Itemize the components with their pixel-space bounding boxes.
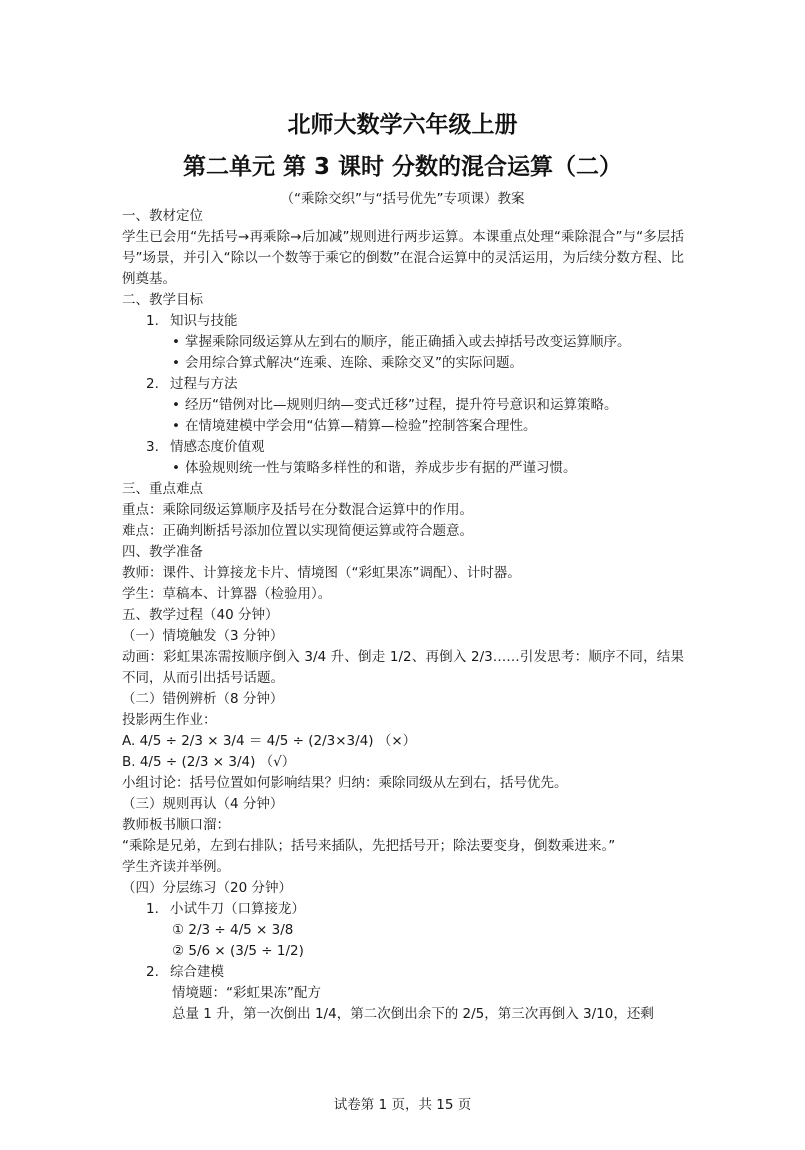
phase-text: 学生齐读并举例。 — [122, 859, 230, 875]
difficult-point-text: 难点：正确判断括号添加位置以实现简便运算或符合题意。 — [122, 523, 473, 539]
phase-text: 投影两生作业： — [122, 712, 217, 728]
lesson-title: 第二单元 第 3 课时 分数的混合运算（二） — [182, 154, 623, 180]
phase-heading: （一）情境触发（3 分钟） — [122, 628, 284, 644]
exercise-text: 总量 1 升，第一次倒出 1/4，第二次倒出余下的 2/5，第三次再倒入 3/10，还剩 — [172, 1006, 654, 1022]
goal-number: 3. — [146, 439, 159, 455]
example-a: A. 4/5 ÷ 2/3 × 3/4 ＝ 4/5 ÷ (2/3×3/4) （×） — [122, 733, 417, 749]
discussion-text: 小组讨论：括号位置如何影响结果？归纳：乘除同级从左到右，括号优先。 — [122, 775, 568, 791]
exercise-number: 1. — [146, 901, 159, 917]
goal-bullet: • 掌握乘除同级运算从左到右的顺序，能正确插入或去掉括号改变运算顺序。 — [122, 332, 684, 353]
section-heading: 三、重点难点 — [122, 481, 203, 497]
exercise-number: 2. — [146, 964, 159, 980]
phase-text: 动画：彩虹果冻需按顺序倒入 3/4 升、倒走 1/2、再倒入 2/3……引发思考：顺序不同，结果不同，从而引出括号话题。 — [122, 649, 684, 686]
exercise-question: ② 5/6 × (3/5 ÷ 1/2) — [172, 943, 304, 959]
goal-number: 2. — [146, 376, 159, 392]
exercise-item — [122, 962, 684, 983]
goal-label: 过程与方法 — [170, 376, 238, 392]
phase-text: 教师板书顺口溜： — [122, 817, 230, 833]
goal-bullet: • 体验规则统一性与策略多样性的和谐，养成步步有据的严谨习惯。 — [122, 458, 684, 479]
goal-label: 知识与技能 — [170, 313, 238, 329]
key-point-text: 重点：乘除同级运算顺序及括号在分数混合运算中的作用。 — [122, 502, 473, 518]
goal-bullet: • 经历“错例对比—规则归纳—变式迁移”过程，提升符号意识和运算策略。 — [122, 395, 684, 416]
exercise-question: ① 2/3 ÷ 4/5 × 3/8 — [172, 922, 294, 938]
phase-heading: （四）分层练习（20 分钟） — [122, 880, 292, 896]
textbook-position-text: 学生已会用“先括号→再乘除→后加减”规则进行两步运算。本课重点处理“乘除混合”与“多层括号”场景，并引入“除以一个数等于乘它的倒数”在混合运算中的灵活运用，为后续分数方程、比例奠基。 — [122, 229, 684, 287]
example-b: B. 4/5 ÷ (2/3 × 3/4) （√） — [122, 754, 296, 770]
phase-heading: （三）规则再认（4 分钟） — [122, 796, 284, 812]
exercise-scenario: 情境题：“彩虹果冻”配方 — [172, 985, 321, 1001]
goal-item — [122, 311, 684, 332]
goal-label: 情感态度价值观 — [170, 439, 265, 455]
exercise-label: 小试牛刀（口算接龙） — [170, 901, 305, 917]
goal-bullet: • 会用综合算式解决“连乘、连除、乘除交叉”的实际问题。 — [122, 353, 684, 374]
goal-bullet: • 在情境建模中学会用“估算—精算—检验”控制答案合理性。 — [122, 416, 684, 437]
student-prep-text: 学生：草稿本、计算器（检验用）。 — [122, 586, 332, 602]
page-footer: 试卷第 1 页，共 15 页 — [333, 1097, 472, 1113]
bullet-icon: • — [172, 397, 180, 413]
document-title: 北师大数学六年级上册 — [287, 112, 518, 138]
section-heading: 一、教材定位 — [122, 208, 203, 224]
goal-number: 1. — [146, 313, 159, 329]
rhyme-text: “乘除是兄弟，左到右排队；括号来插队，先把括号开；除法要变身，倒数乘进来。” — [122, 838, 616, 854]
section-heading: 二、教学目标 — [122, 292, 203, 308]
section-heading: 五、教学过程（40 分钟） — [122, 607, 279, 623]
bullet-icon: • — [172, 418, 180, 434]
exercise-label: 综合建模 — [170, 964, 224, 980]
lesson-subtitle: （“乘除交织”与“括号优先”专项课）教案 — [280, 191, 525, 207]
bullet-icon: • — [172, 460, 180, 476]
section-heading: 四、教学准备 — [122, 544, 203, 560]
bullet-icon: • — [172, 355, 180, 371]
teacher-prep-text: 教师：课件、计算接龙卡片、情境图（“彩虹果冻”调配）、计时器。 — [122, 565, 521, 581]
goal-item — [122, 374, 684, 395]
exercise-item — [122, 899, 684, 920]
phase-heading: （二）错例辨析（8 分钟） — [122, 691, 284, 707]
goal-item — [122, 437, 684, 458]
bullet-icon: • — [172, 334, 180, 350]
lesson-content — [122, 206, 684, 1025]
